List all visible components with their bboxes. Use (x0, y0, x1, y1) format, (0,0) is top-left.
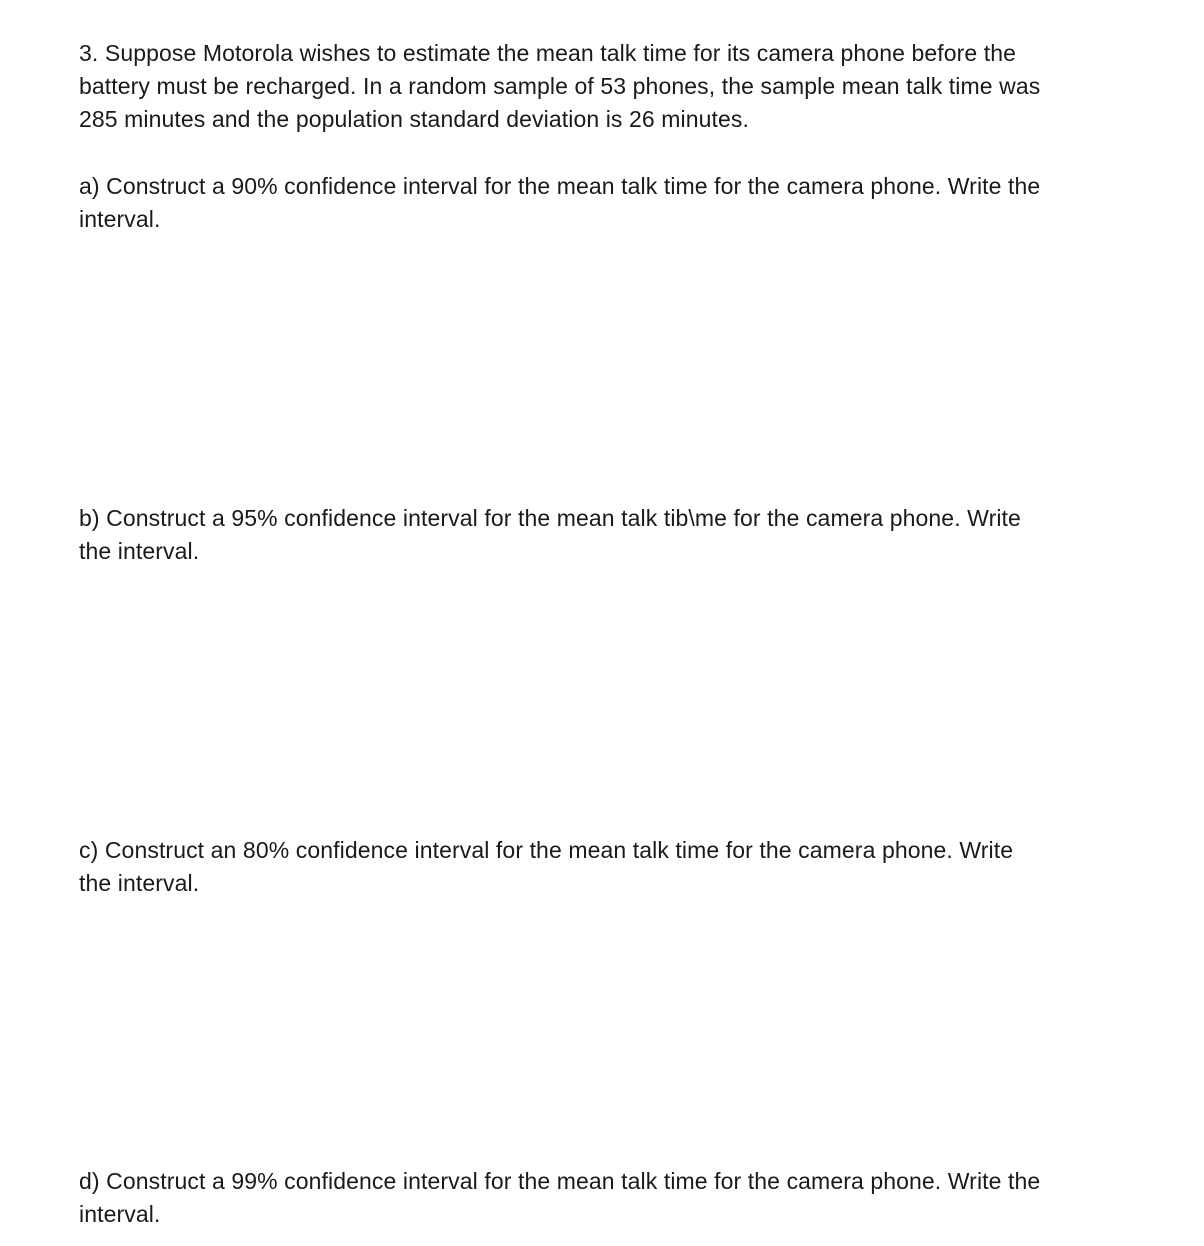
part-d-line-2: interval. (79, 1201, 161, 1227)
part-d-line-1: d) Construct a 99% confidence interval for the mean talk time for the camera phone. Write the (79, 1168, 1041, 1194)
part-a-line-2: interval. (79, 206, 161, 232)
part-d-question (79, 1165, 1149, 1231)
part-c-line-1: c) Construct an 80% confidence interval for the mean talk time for the camera phone. Write (79, 837, 1014, 863)
part-c-question (79, 834, 1149, 900)
part-a-line-1: a) Construct a 90% confidence interval for the mean talk time for the camera phone. Write the (79, 173, 1041, 199)
part-c-line-2: the interval. (79, 870, 200, 896)
part-b-line-1: b) Construct a 95% confidence interval for the mean talk tib\me for the camera phone. Write (79, 505, 1021, 531)
problem-line-1: 3. Suppose Motorola wishes to estimate the mean talk time for its camera phone before the (79, 40, 1017, 66)
part-b-line-2: the interval. (79, 538, 200, 564)
problem-line-2: battery must be recharged. In a random sample of 53 phones, the sample mean talk time was (79, 73, 1041, 99)
problem-statement (79, 37, 1149, 136)
part-b-question (79, 502, 1149, 568)
part-a-question (79, 170, 1149, 236)
problem-line-3: 285 minutes and the population standard deviation is 26 minutes. (79, 106, 750, 132)
